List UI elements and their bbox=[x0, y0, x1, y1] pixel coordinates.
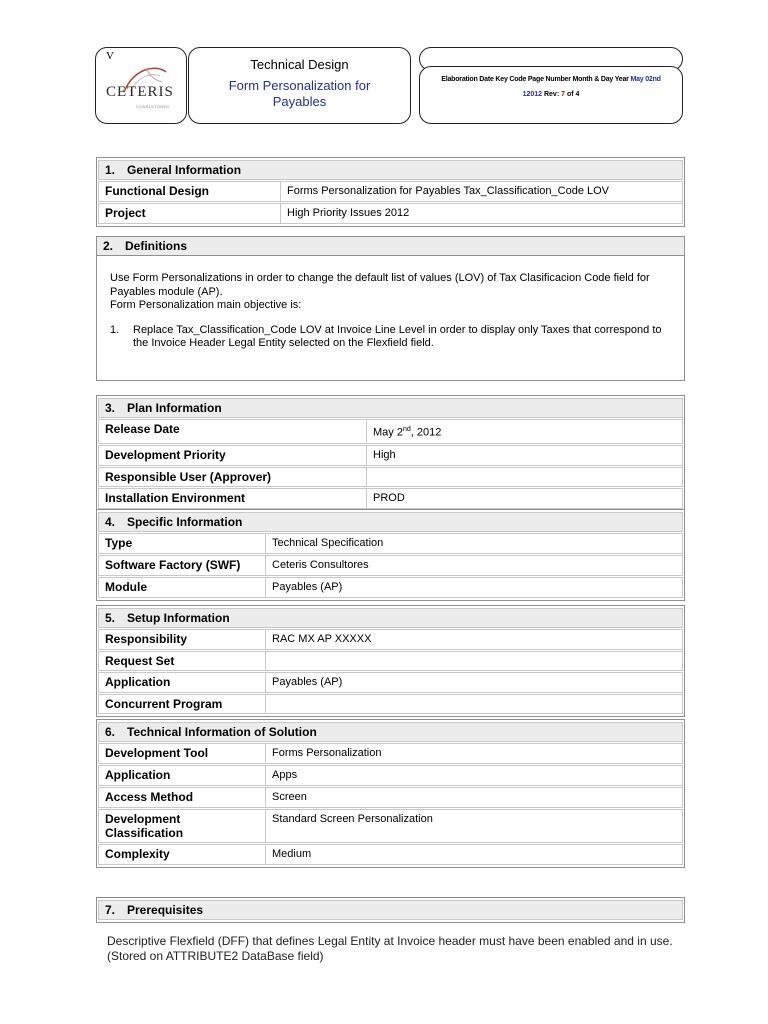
row-label: Concurrent Program bbox=[99, 695, 266, 713]
logo-text: CETERIS bbox=[106, 84, 174, 100]
row-value: Medium bbox=[272, 848, 312, 860]
definitions-section bbox=[96, 236, 685, 381]
row-value bbox=[266, 652, 682, 670]
meta-line-2 bbox=[420, 91, 682, 98]
table-row bbox=[98, 629, 683, 650]
section-number: 4. bbox=[105, 515, 116, 529]
row-label: Module bbox=[99, 578, 266, 597]
row-value: Ceteris Consultores bbox=[272, 559, 369, 571]
section-title: Plan Information bbox=[127, 401, 222, 415]
prerequisites-text: Descriptive Flexfield (DFF) that defines Legal Entity at Invoice header must have been enabled and in use. (Stored on ATTRIBUTE2 DataBase field) bbox=[107, 934, 673, 963]
title-box bbox=[188, 47, 411, 124]
document-subtitle: Form Personalization for Payables bbox=[228, 78, 371, 109]
section-number: 3. bbox=[105, 401, 116, 415]
row-value bbox=[367, 468, 682, 486]
logo-subtext: CONSULTORES bbox=[136, 104, 170, 109]
row-label: Request Set bbox=[99, 652, 266, 670]
row-value: Payables (AP) bbox=[272, 676, 343, 688]
row-value: Forms Personalization for Payables Tax_Classification_Code LOV bbox=[287, 185, 610, 197]
release-date-day: May 2 bbox=[373, 426, 403, 439]
row-value: PROD bbox=[373, 491, 405, 504]
list-item bbox=[110, 324, 678, 351]
table-row bbox=[98, 809, 683, 843]
section-header bbox=[98, 608, 683, 628]
row-value: Screen bbox=[272, 791, 307, 803]
section-title: Specific Information bbox=[127, 515, 243, 529]
row-value: Apps bbox=[272, 769, 298, 781]
document-title: Technical Design bbox=[250, 57, 349, 72]
table-row bbox=[98, 203, 683, 224]
meta-rev: Rev: bbox=[543, 91, 560, 98]
meta-line bbox=[420, 76, 682, 83]
specific-information-section bbox=[96, 509, 685, 601]
table-row bbox=[98, 787, 683, 808]
section-title: Technical Information of Solution bbox=[127, 725, 317, 739]
table-row bbox=[98, 765, 683, 786]
meta-page: 7 bbox=[561, 91, 566, 98]
technical-information-section bbox=[96, 719, 685, 868]
definitions-objective: Form Personalization main objective is: bbox=[110, 299, 302, 311]
row-label: Development Priority bbox=[99, 446, 367, 465]
section-number: 7. bbox=[105, 903, 116, 917]
table-row bbox=[98, 181, 683, 202]
list-item-text: Replace Tax_Classification_Code LOV at Invoice Line Level in order to display only Taxes that correspond to the Invoice Header Legal Entity selected on the Flexfield field. bbox=[133, 323, 662, 349]
section-header bbox=[97, 237, 684, 256]
row-label: Project bbox=[99, 204, 281, 223]
row-label: Installation Environment bbox=[99, 489, 367, 508]
row-label: Functional Design bbox=[99, 182, 281, 201]
setup-information-section bbox=[96, 605, 685, 717]
table-row bbox=[98, 467, 683, 487]
row-value: Standard Screen Personalization bbox=[272, 813, 433, 825]
table-row bbox=[98, 533, 683, 554]
definitions-paragraph: Use Form Personalizations in order to change the default list of values (LOV) of Tax Clasificacion Code field for Payables module (AP). bbox=[110, 272, 650, 298]
logo-box bbox=[95, 47, 187, 124]
meta-of: of 4 bbox=[566, 91, 580, 98]
logo-v-mark: V bbox=[106, 50, 114, 62]
row-value: High Priority Issues 2012 bbox=[287, 207, 410, 219]
section-header bbox=[98, 398, 683, 418]
section-title: Definitions bbox=[125, 239, 187, 253]
section-number: 6. bbox=[105, 725, 116, 739]
table-row bbox=[98, 577, 683, 598]
section-header bbox=[98, 512, 683, 532]
release-date-suffix: nd bbox=[402, 426, 411, 433]
row-value bbox=[266, 695, 682, 713]
section-title: Setup Information bbox=[127, 611, 230, 625]
table-row bbox=[98, 694, 683, 714]
row-value: High bbox=[373, 448, 396, 461]
general-information-section bbox=[96, 157, 685, 227]
meta-date-b: 12012 bbox=[522, 91, 543, 98]
meta-label: Elaboration Date Key Code Page Number Month & Day Year bbox=[441, 76, 629, 83]
release-date-year: , 2012 bbox=[410, 426, 442, 439]
section-header bbox=[98, 722, 683, 742]
table-row bbox=[98, 672, 683, 693]
section-title: Prerequisites bbox=[127, 903, 204, 917]
row-label: Complexity bbox=[99, 845, 266, 864]
definitions-body bbox=[110, 272, 678, 351]
row-label: Software Factory (SWF) bbox=[99, 556, 266, 575]
section-number: 2. bbox=[103, 239, 114, 253]
row-label: Application bbox=[99, 766, 266, 785]
meta-date-a: May 02nd bbox=[630, 76, 661, 83]
row-label: Access Method bbox=[99, 788, 266, 807]
table-row bbox=[98, 651, 683, 671]
row-value: Technical Specification bbox=[272, 537, 384, 549]
prerequisites-section bbox=[96, 897, 685, 923]
table-row bbox=[98, 488, 683, 509]
row-value bbox=[367, 420, 682, 443]
row-label: Development Tool bbox=[99, 744, 266, 763]
section-header bbox=[98, 160, 683, 180]
row-label: Responsible User (Approver) bbox=[99, 468, 367, 486]
table-row bbox=[98, 743, 683, 764]
table-row bbox=[98, 555, 683, 576]
section-title: General Information bbox=[127, 163, 242, 177]
row-label: Development Classification bbox=[99, 810, 266, 842]
section-number: 5. bbox=[105, 611, 116, 625]
table-row bbox=[98, 419, 683, 444]
list-item-number: 1. bbox=[110, 323, 120, 336]
meta-box bbox=[419, 66, 683, 124]
row-value: Payables (AP) bbox=[272, 581, 343, 593]
plan-information-section bbox=[96, 395, 685, 512]
table-row bbox=[98, 445, 683, 466]
row-label: Release Date bbox=[99, 420, 367, 443]
row-label: Type bbox=[99, 534, 266, 553]
table-row bbox=[98, 844, 683, 865]
row-value: Forms Personalization bbox=[272, 747, 382, 759]
row-value: RAC MX AP XXXXX bbox=[272, 633, 372, 645]
section-header bbox=[98, 900, 683, 920]
row-label: Responsibility bbox=[99, 630, 266, 649]
section-number: 1. bbox=[105, 163, 116, 177]
row-label: Application bbox=[99, 673, 266, 692]
